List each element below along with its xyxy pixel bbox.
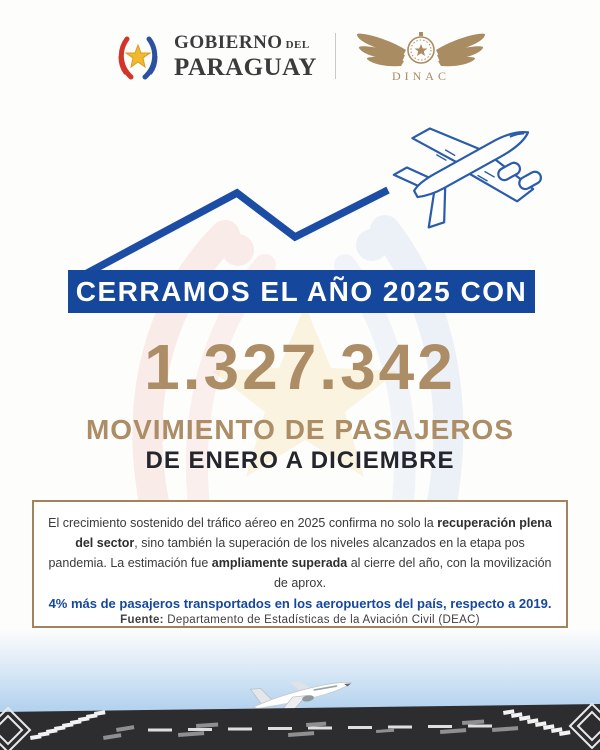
dinac-logo (354, 28, 488, 84)
dinac-label: DINAC (391, 69, 450, 83)
source-label: Fuente: (120, 614, 164, 626)
airplane-line-art-icon (383, 90, 555, 247)
trend-line-airplane-graphic (0, 90, 600, 295)
gobierno-paraguay-wordmark (174, 33, 317, 80)
passenger-count: 1.327.342 (144, 331, 456, 403)
body-paragraph (48, 513, 552, 615)
banner (68, 270, 535, 313)
body-seg2-bold: recuperación plena del sector (75, 516, 552, 550)
gov-line1-suffix: DEL (285, 38, 310, 51)
headline-period: DE ENERO A DICIEMBRE (145, 447, 455, 474)
body-text-box (32, 500, 568, 628)
body-seg4-bold: ampliamente superada (211, 556, 348, 570)
paraguay-coat-of-arms-icon (112, 29, 164, 83)
upward-trend-line-icon (78, 190, 388, 278)
body-seg3: , sino también la superación de los niveles alcanzados en la etapa pos pandemia. La estimación fue (48, 536, 525, 570)
source-line (0, 614, 600, 626)
source-text: Departamento de Estadísticas de la Aviación Civil (DEAC) (163, 614, 480, 626)
header-divider (335, 33, 336, 79)
body-highlight-line: 4% más de pasajeros transportados en los aeropuertos del país, respecto a 2019. (48, 596, 552, 611)
body-seg5: al cierre del año, con la movilización de aprox. (273, 556, 552, 590)
gobierno-paraguay-logo (112, 29, 317, 83)
runway-strip-icon (0, 700, 600, 750)
body-seg1: El crecimiento sostenido del tráfico aéreo en 2025 confirma no solo la (48, 516, 438, 530)
headline-subtitle: MOVIMIENTO DE PASAJEROS (85, 414, 515, 445)
winged-star-emblem-icon (354, 28, 488, 68)
header (0, 28, 600, 84)
banner-text: CERRAMOS EL AÑO 2025 CON (75, 275, 528, 307)
gov-line2: PARAGUAY (174, 53, 317, 81)
gov-line1: GOBIERNO (174, 31, 283, 53)
